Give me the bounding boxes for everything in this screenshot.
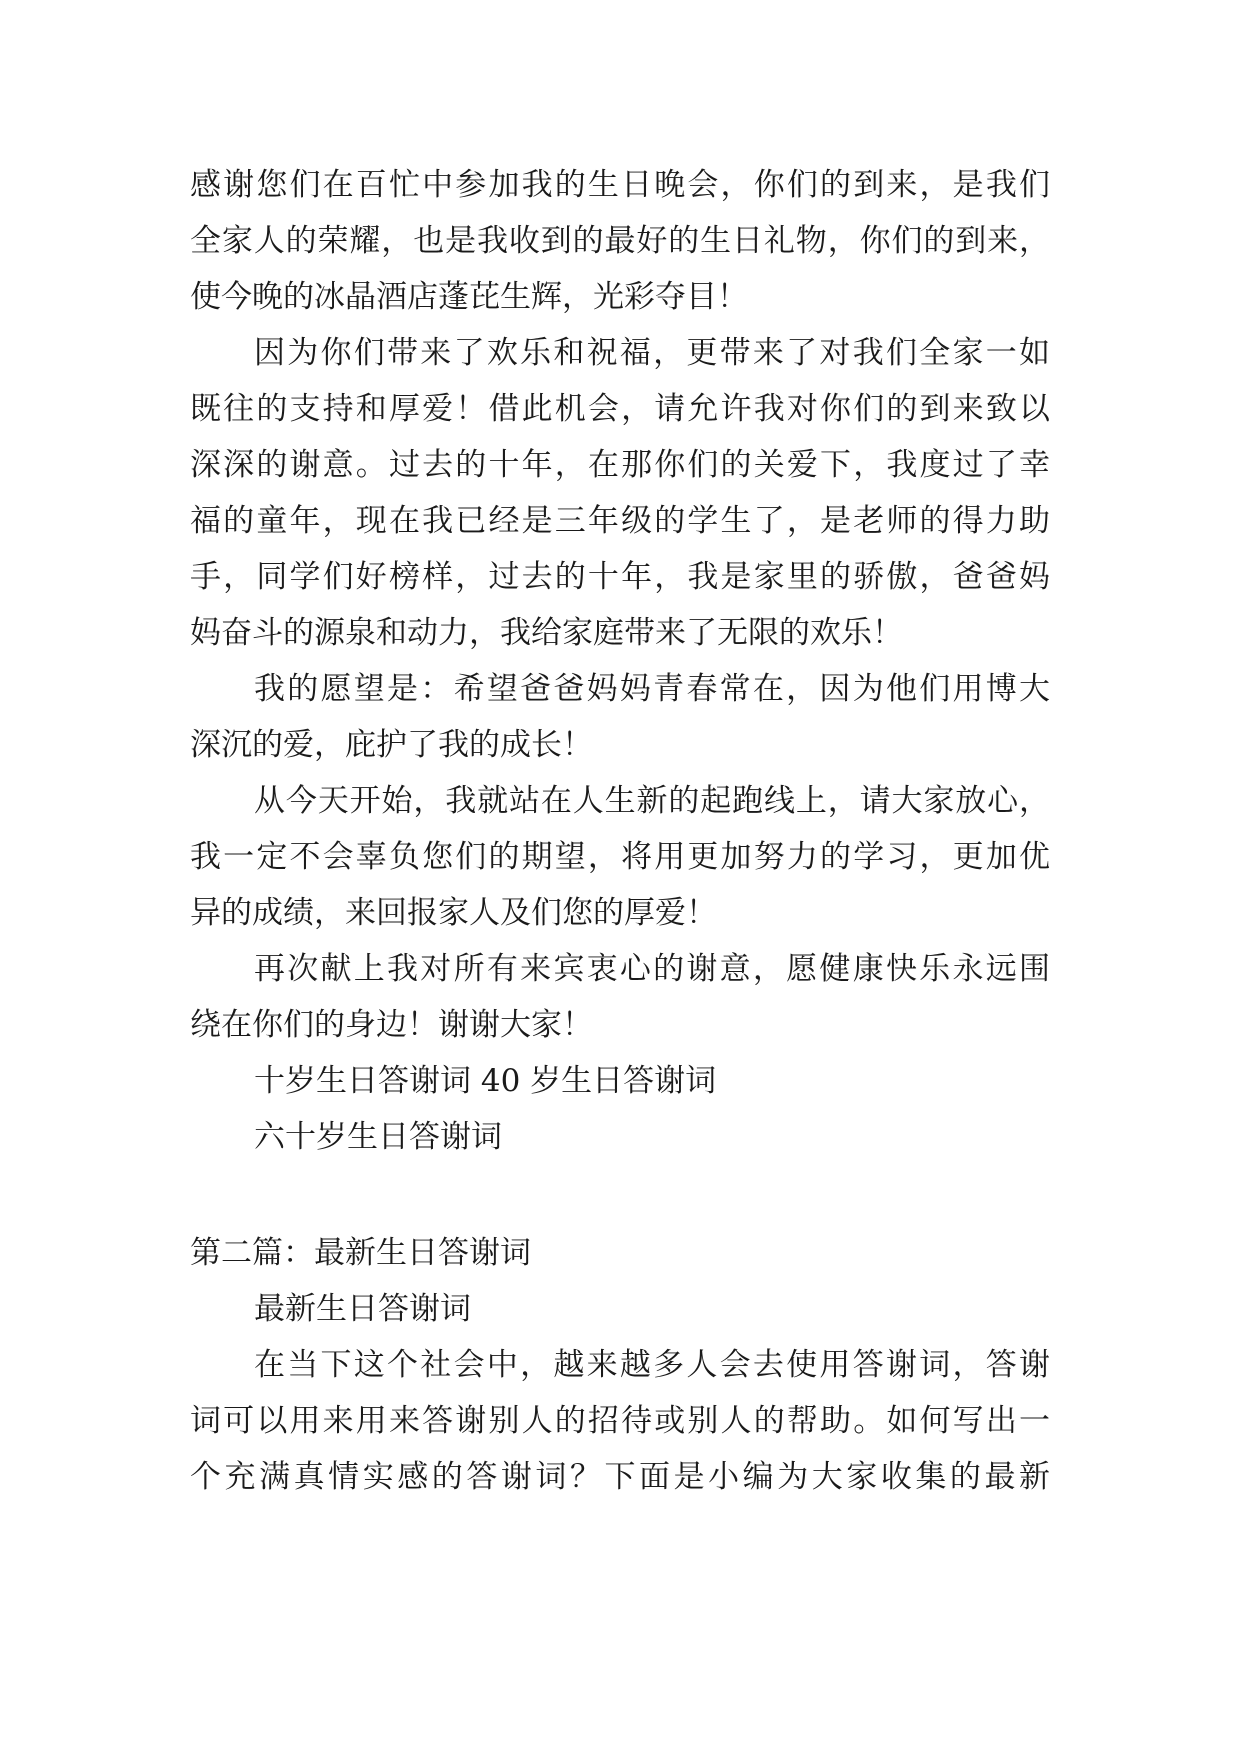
related-titles: 六十岁生日答谢词 xyxy=(254,1119,502,1155)
paragraph-line: 手，同学们好榜样，过去的十年，我是家里的骄傲，爸爸妈 xyxy=(190,559,1050,595)
paragraph-line: 绕在你们的身边！谢谢大家！ xyxy=(190,1007,593,1043)
paragraph-line: 深沉的爱，庇护了我的成长！ xyxy=(190,727,593,763)
paragraph-line: 妈奋斗的源泉和动力，我给家庭带来了无限的欢乐！ xyxy=(190,615,903,651)
paragraph-line: 因为你们带来了欢乐和祝福，更带来了对我们全家一如 xyxy=(254,335,1050,371)
paragraph-line: 深深的谢意。过去的十年，在那你们的关爱下，我度过了幸 xyxy=(190,447,1050,483)
paragraph-line: 个充满真情实感的答谢词？下面是小编为大家收集的最新 xyxy=(190,1459,1050,1495)
paragraph-line: 既往的支持和厚爱！借此机会，请允许我对你们的到来致以 xyxy=(190,391,1050,427)
paragraph-line: 在当下这个社会中，越来越多人会去使用答谢词，答谢 xyxy=(254,1347,1050,1383)
paragraph-line: 福的童年，现在我已经是三年级的学生了，是老师的得力助 xyxy=(190,503,1050,539)
paragraph-line: 我的愿望是：希望爸爸妈妈青春常在，因为他们用博大 xyxy=(254,671,1050,707)
paragraph-line: 异的成绩，来回报家人及们您的厚爱！ xyxy=(190,895,717,931)
paragraph-line: 我一定不会辜负您们的期望，将用更加努力的学习，更加优 xyxy=(190,839,1050,875)
paragraph-line: 使今晚的冰晶酒店蓬芘生辉，光彩夺目！ xyxy=(190,279,748,315)
section-heading: 第二篇：最新生日答谢词 xyxy=(190,1235,531,1271)
paragraph-line: 全家人的荣耀，也是我收到的最好的生日礼物，你们的到来， xyxy=(190,223,1050,259)
section-subtitle: 最新生日答谢词 xyxy=(254,1291,471,1327)
paragraph-line: 再次献上我对所有来宾衷心的谢意，愿健康快乐永远围 xyxy=(254,951,1050,987)
related-titles: 十岁生日答谢词 40 岁生日答谢词 xyxy=(254,1063,717,1099)
paragraph-line: 感谢您们在百忙中参加我的生日晚会，你们的到来，是我们 xyxy=(190,167,1050,203)
paragraph-line: 词可以用来用来答谢别人的招待或别人的帮助。如何写出一 xyxy=(190,1403,1050,1439)
paragraph-line: 从今天开始，我就站在人生新的起跑线上，请大家放心， xyxy=(254,783,1050,819)
